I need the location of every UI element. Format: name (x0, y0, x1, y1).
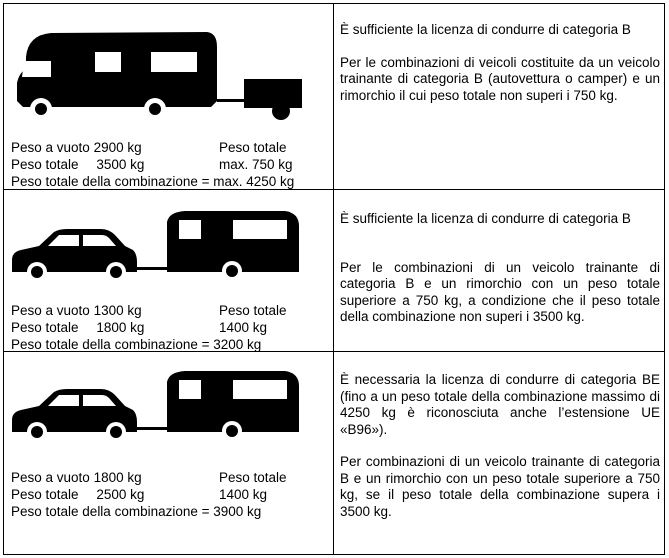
total-weight-value: 2500 kg (96, 487, 145, 502)
car-with-caravan-image (9, 368, 309, 448)
license-table (3, 3, 665, 555)
combination-weight: Peso totale della combinazione = 3200 kg (11, 337, 262, 352)
tow-vehicle-total-weight (11, 320, 144, 337)
total-weight-value: 1800 kg (96, 320, 145, 335)
total-weight-label: Peso totale (11, 320, 79, 335)
tow-vehicle-empty-weight (11, 303, 142, 320)
trailer-total-weight (219, 303, 287, 336)
trailer-weight-label: Peso totale (219, 303, 287, 318)
license-description (340, 372, 660, 536)
license-description (340, 22, 660, 120)
trailer-total-weight (219, 470, 287, 503)
license-description (340, 211, 660, 342)
trailer-weight-value: 1400 kg (219, 319, 268, 335)
empty-weight-value: 1800 kg (93, 470, 142, 485)
table-row (3, 3, 665, 189)
tow-vehicle-total-weight (11, 157, 144, 174)
license-requirement: È sufficiente la licenza di condurre di categoria B (340, 22, 631, 37)
license-requirement: È necessaria la licenza di condurre di categoria BE (fino a un peso totale della combinazione massimo di 4250 kg è riconosciuta anche l’estensione UE «B96»). (340, 372, 660, 437)
tow-vehicle-empty-weight (11, 470, 142, 487)
license-requirement: È sufficiente la licenza di condurre di categoria B (340, 211, 631, 226)
empty-weight-value: 2900 kg (93, 140, 142, 155)
empty-weight-label: Peso a vuoto (11, 303, 90, 318)
empty-weight-value: 1300 kg (93, 303, 142, 318)
combination-weight: Peso totale della combinazione = 3900 kg (11, 504, 262, 519)
table-row (3, 352, 665, 554)
camper-with-trailer-image (11, 19, 311, 131)
trailer-weight-label: Peso totale (219, 140, 287, 155)
combination-conditions: Per le combinazioni di un veicolo trainante di categoria B e un rimorchio con un peso totale superiore a 750 kg, a condizione che il peso totale della combinazione non superi i 3500 kg. (340, 259, 660, 324)
combination-conditions: Per combinazioni di un veicolo trainante di categoria B e un rimorchio con un peso totale superiore a 750 kg, se il peso totale della combinazione supera i 3500 kg. (340, 454, 660, 519)
trailer-total-weight (219, 140, 293, 173)
trailer-weight-value: 1400 kg (219, 486, 268, 502)
trailer-weight-label: Peso totale (219, 470, 287, 485)
empty-weight-label: Peso a vuoto (11, 470, 90, 485)
combination-conditions: Per le combinazioni di veicoli costituite da un veicolo trainante di categoria B (autovettura o camper) e un rimorchio il cui peso totale non superi i 750 kg. (340, 54, 660, 103)
tow-vehicle-empty-weight (11, 140, 142, 157)
trailer-weight-value: max. 750 kg (219, 156, 293, 172)
total-weight-label: Peso totale (11, 487, 79, 502)
combination-weight: Peso totale della combinazione = max. 4250 kg (11, 174, 295, 189)
empty-weight-label: Peso a vuoto (11, 140, 90, 155)
total-weight-value: 3500 kg (96, 157, 145, 172)
tow-vehicle-total-weight (11, 487, 144, 504)
total-weight-label: Peso totale (11, 157, 79, 172)
table-border-bottom (3, 554, 665, 555)
table-row (3, 190, 665, 351)
car-with-caravan-image (9, 208, 309, 288)
